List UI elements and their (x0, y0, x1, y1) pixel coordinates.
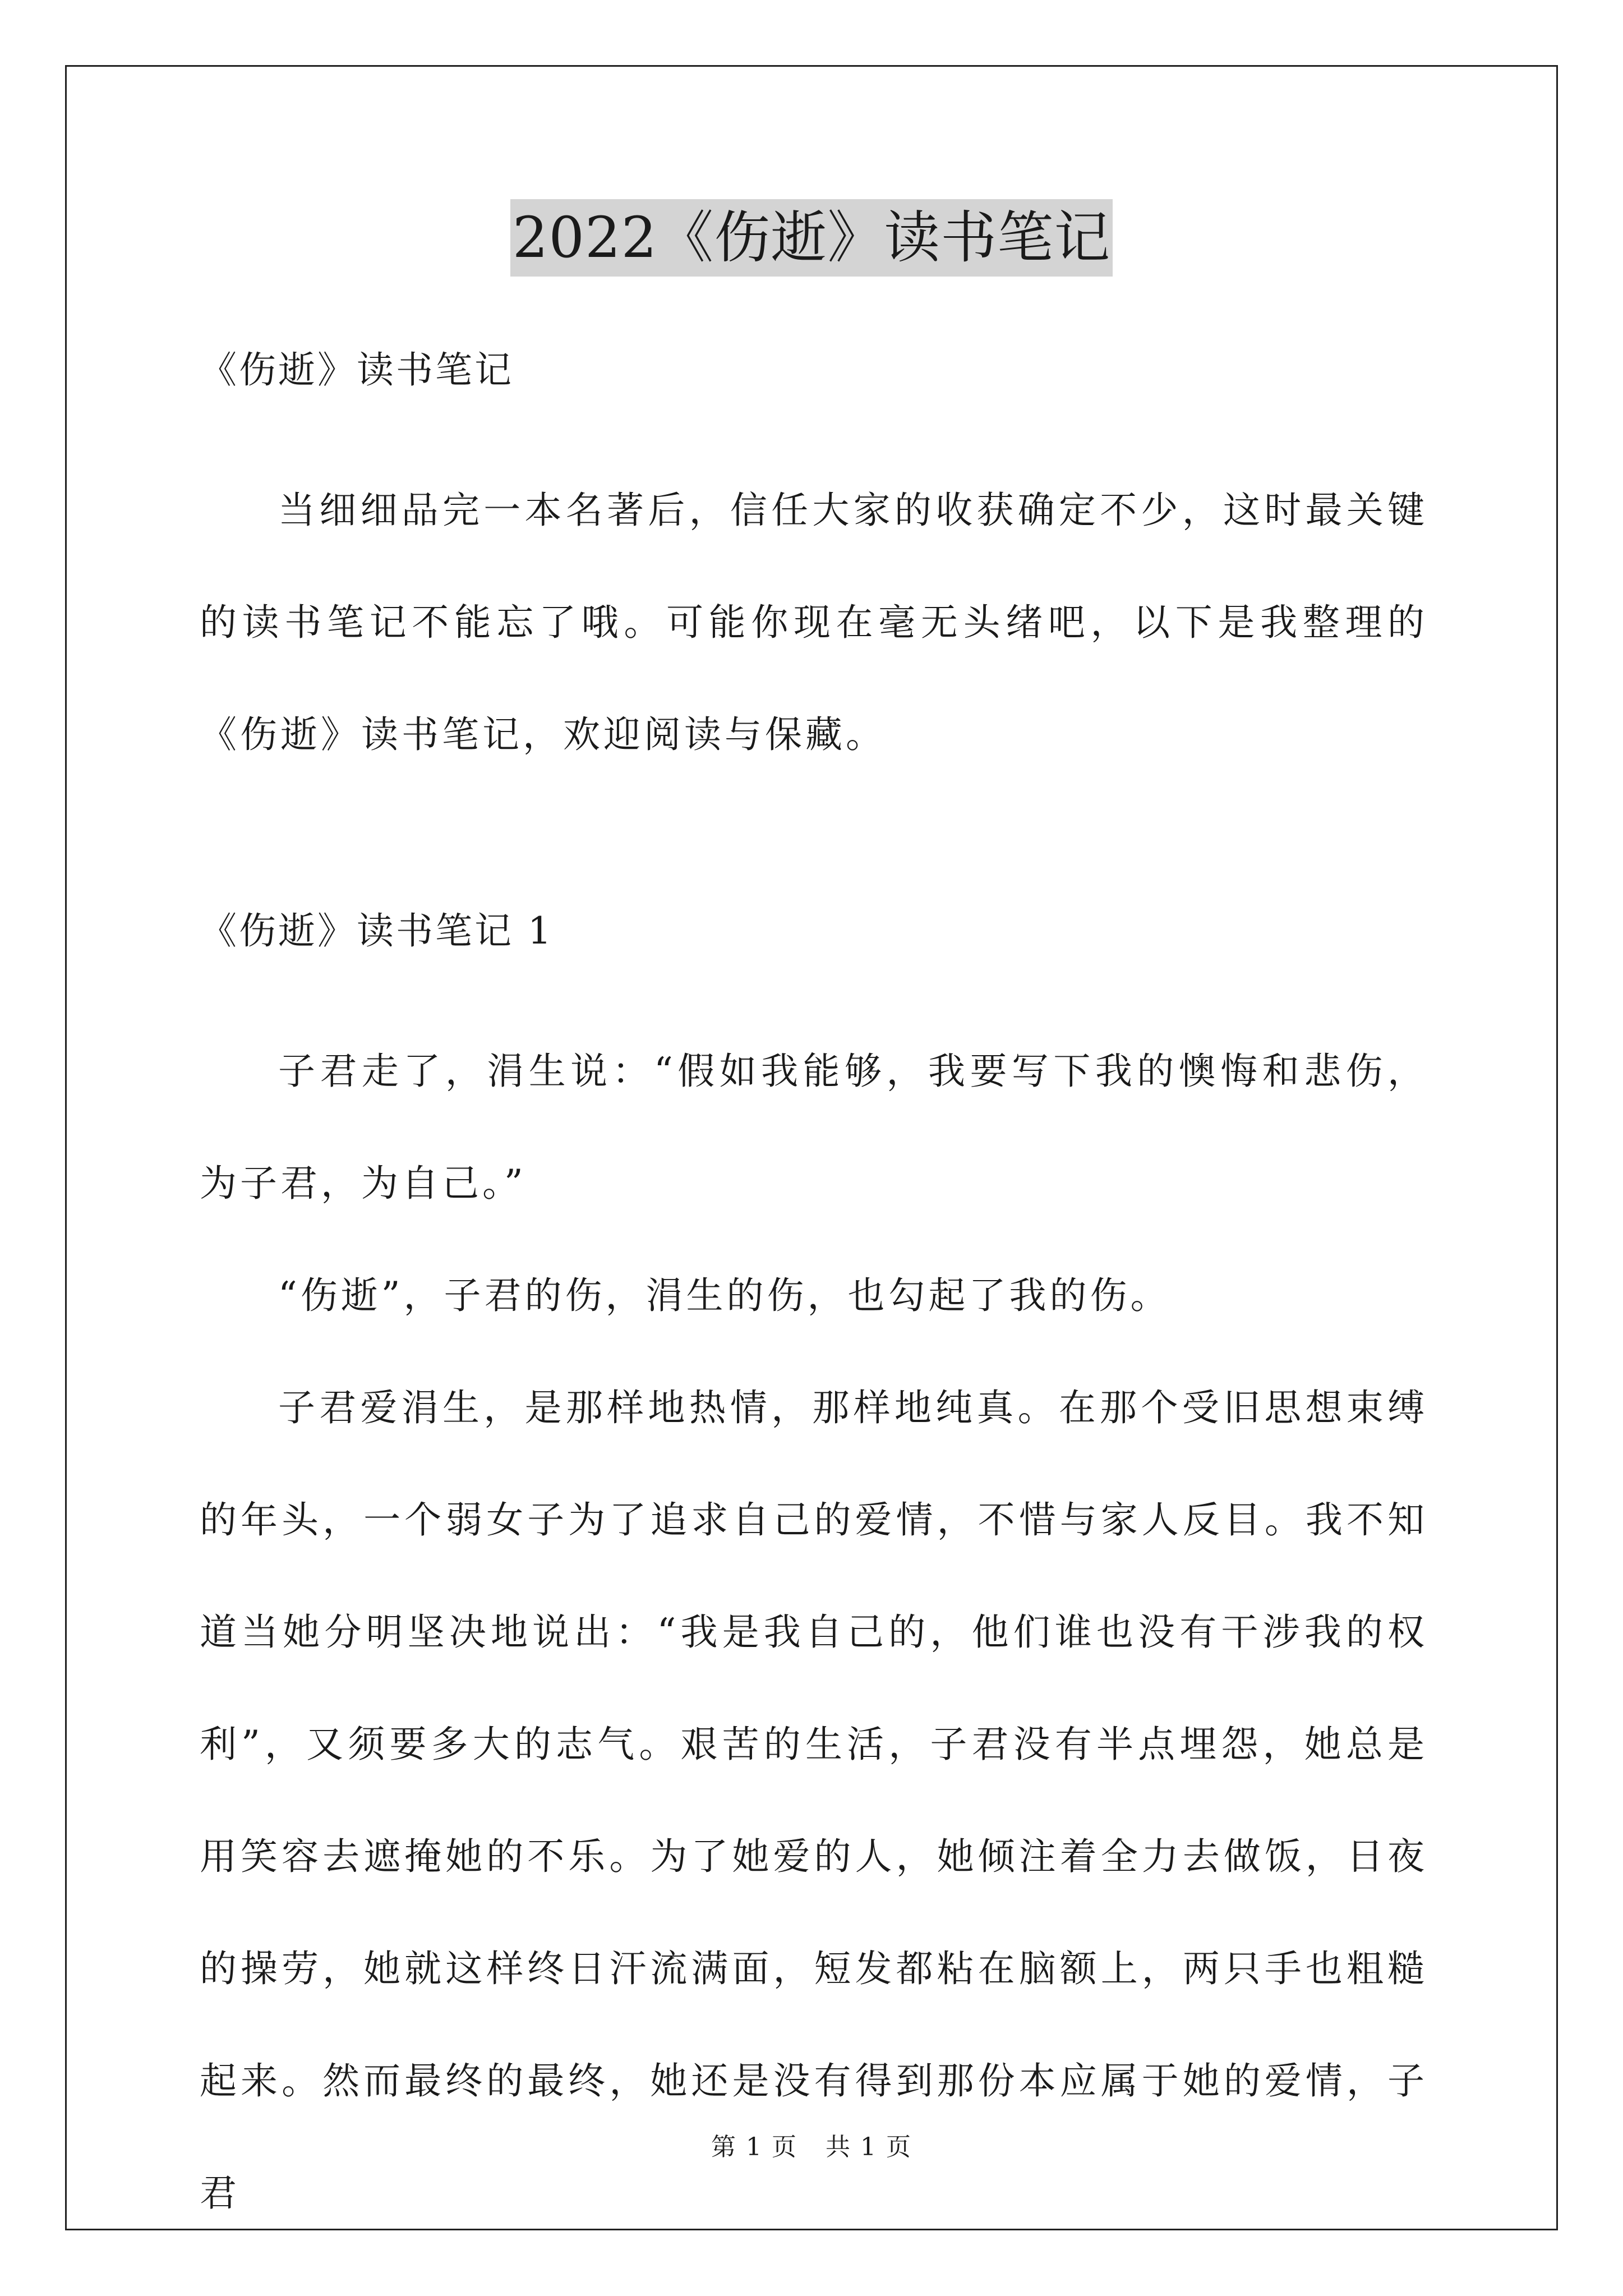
page-total: 共 1 页 (826, 2133, 912, 2161)
document-body (200, 342, 1428, 2249)
section1-heading: 《伤逝》读书笔记 1 (200, 909, 554, 953)
intro-heading: 《伤逝》读书笔记 (200, 348, 514, 392)
page-footer (0, 2131, 1623, 2164)
section1-paragraph-3: 子君爱涓生，是那样地热情，那样地纯真。在那个受旧思想束缚的年头，一个弱女子为了追求自己的爱情，不惜与家人反目。我不知道当她分明坚决地说出：“我是我自己的，他们谁也没有干涉我的权利”，又须要多大的志气。艰苦的生活，子君没有半点埋怨，她总是用笑容去遮掩她的不乐。为了她爱的人，她倾注着全力去做饭，日夜的操劳，她就这样终日汗流满面，短发都粘在脑额上，两只手也粗糙起来。然而最终的最终，她还是没有得到那份本应属于她的爱情，子君 (200, 1386, 1428, 2215)
intro-paragraph: 当细细品完一本名著后，信任大家的收获确定不少，这时最关键的读书笔记不能忘了哦。可能你现在毫无头绪吧，以下是我整理的《伤逝》读书笔记，欢迎阅读与保藏。 (200, 489, 1428, 756)
section1-paragraph-2: “伤逝”，子君的伤，涓生的伤，也勾起了我的伤。 (278, 1274, 1171, 1317)
page-number: 第 1 页 (711, 2133, 797, 2161)
title-container (0, 199, 1623, 277)
section1-paragraph-1: 子君走了，涓生说：“假如我能够，我要写下我的懊悔和悲伤，为子君，为自己。” (200, 1050, 1428, 1205)
document-title: 2022《伤逝》读书笔记 (510, 199, 1113, 277)
